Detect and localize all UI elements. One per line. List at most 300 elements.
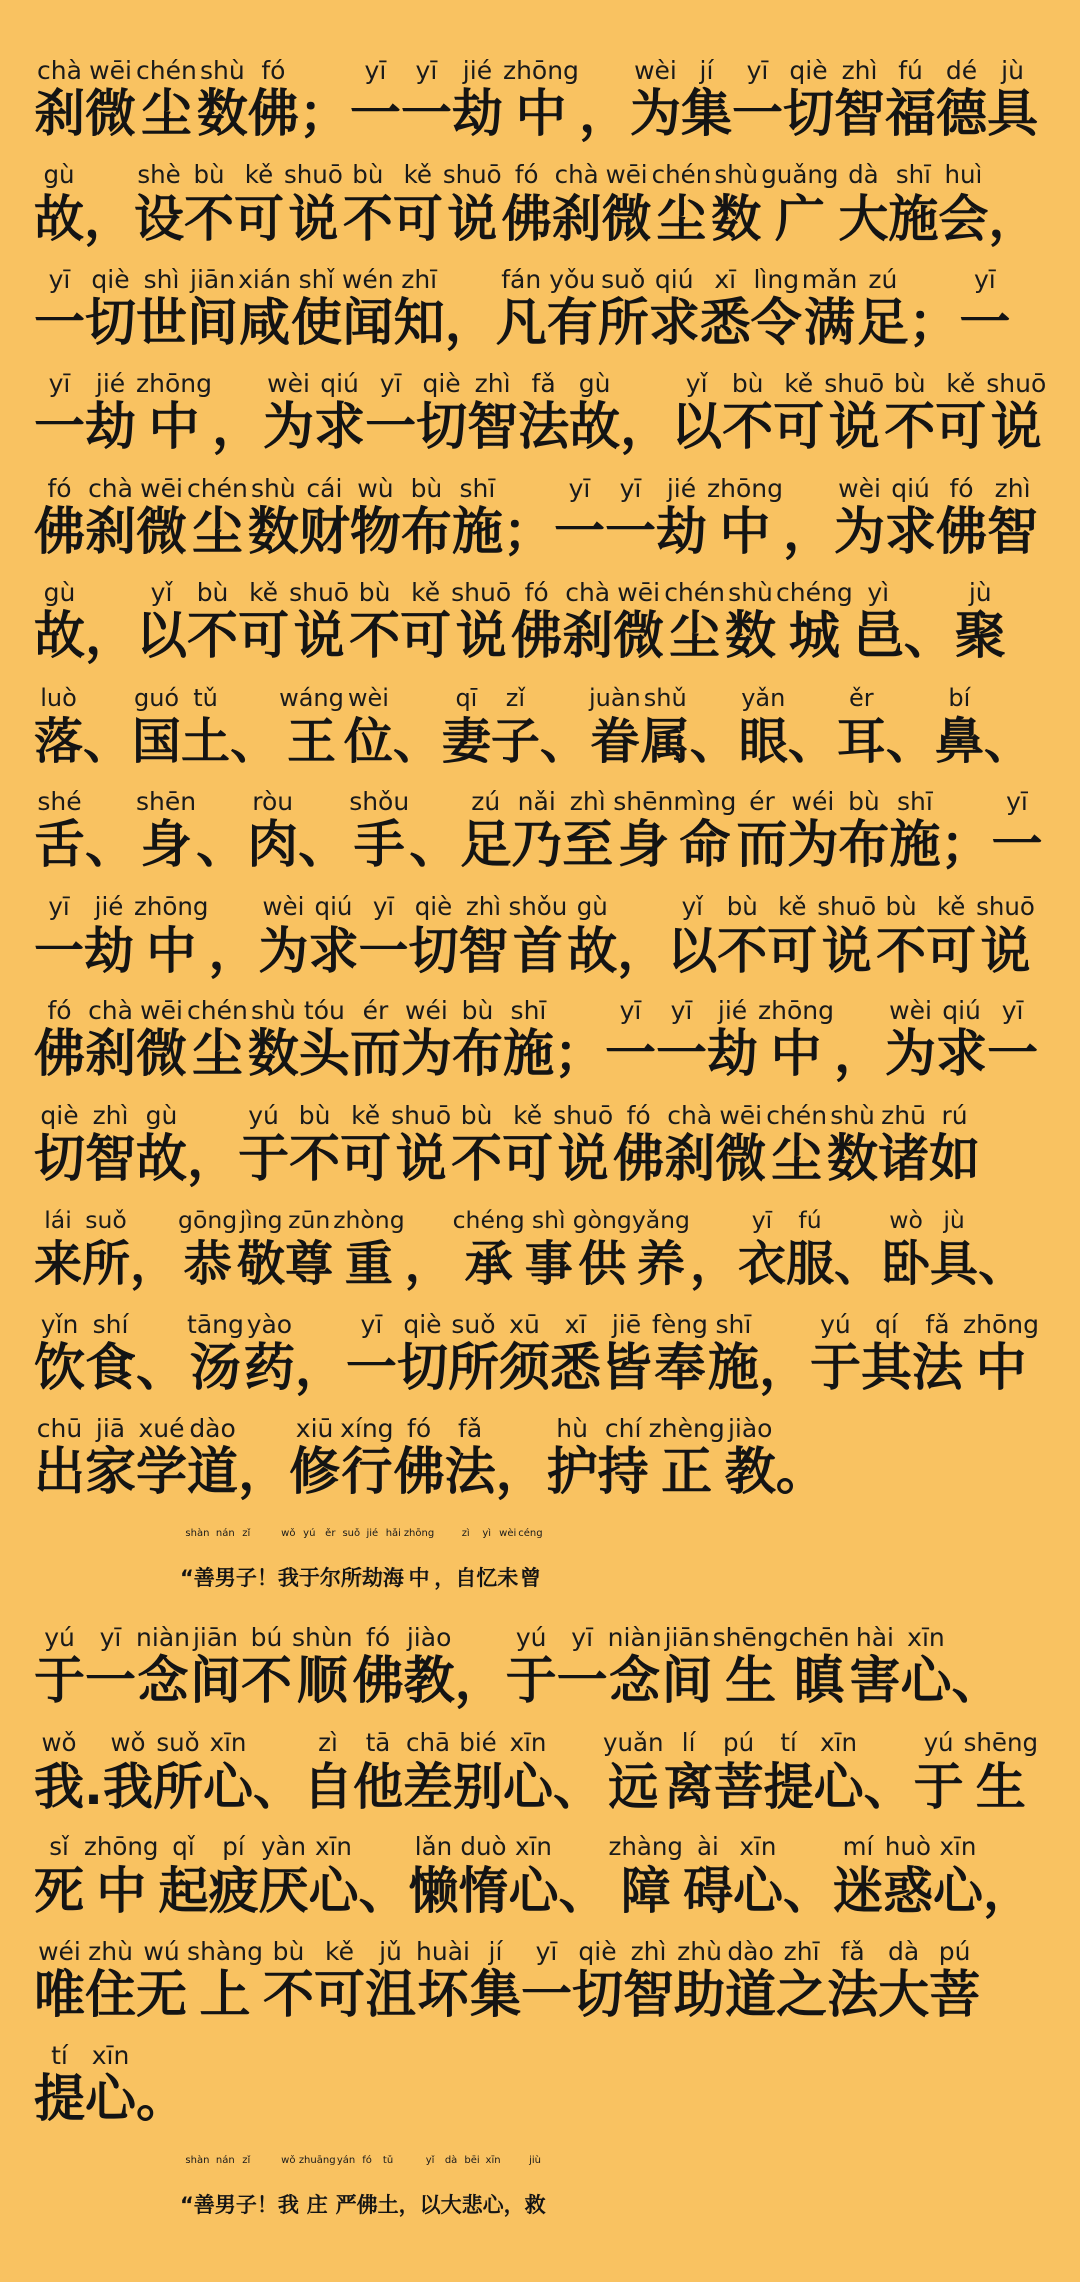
- pinyin: wēi: [140, 996, 183, 1025]
- punctuation: [540, 684, 589, 770]
- pinyin: mǎn: [801, 264, 858, 294]
- hanzi-with-pinyin: [85, 1624, 136, 1710]
- hanzi-with-pinyin: [187, 266, 238, 352]
- hanzi: 而: [349, 1025, 401, 1084]
- pinyin: yǎng: [631, 1206, 690, 1234]
- hanzi: 坏: [417, 1965, 469, 2025]
- pinyin: zhōng: [963, 1309, 1039, 1339]
- hanzi-with-pinyin: [460, 788, 511, 874]
- hanzi: 佛: [247, 84, 299, 144]
- pinyin: chéng: [452, 1206, 525, 1234]
- hanzi: 于: [34, 1652, 86, 1711]
- hanzi-with-pinyin: [827, 1102, 878, 1188]
- pinyin: chū: [36, 1414, 83, 1443]
- hanzi: 一: [556, 1652, 608, 1711]
- pinyin: yú: [303, 1527, 316, 1539]
- pinyin: fú: [798, 1206, 822, 1234]
- pinyin: tāng: [187, 1309, 244, 1339]
- pinyin: mí: [842, 1832, 874, 1861]
- hanzi: 刹: [562, 607, 614, 666]
- hanzi: 起: [158, 1862, 209, 1920]
- pinyin: xī: [564, 1309, 587, 1339]
- pinyin: xīn: [91, 2041, 130, 2070]
- pinyin: [274, 1729, 282, 1757]
- pinyin: jié: [366, 1527, 379, 1539]
- hanzi-with-pinyin: [365, 370, 416, 456]
- hanzi-with-pinyin: [34, 1415, 85, 1501]
- pinyin: bù: [193, 160, 225, 189]
- pinyin: shuō: [451, 578, 512, 607]
- hanzi: 数: [725, 607, 777, 666]
- hanzi: 眷: [590, 712, 640, 770]
- pinyin: jiān: [192, 1623, 239, 1652]
- hanzi-with-pinyin: [496, 266, 547, 352]
- pinyin: yì: [867, 578, 890, 607]
- hanzi: 曾: [519, 1565, 541, 1590]
- pinyin: [854, 1206, 861, 1234]
- pinyin: zhì: [569, 787, 606, 816]
- pinyin: gù: [43, 160, 75, 189]
- hanzi: 佛: [352, 1652, 404, 1711]
- pinyin: xīn: [515, 1832, 552, 1861]
- hanzi-with-pinyin: [136, 1415, 187, 1501]
- hanzi: 、: [863, 1757, 914, 1816]
- hanzi: 会: [938, 190, 989, 248]
- text-line: [34, 1083, 1046, 1188]
- hanzi: 耳: [836, 712, 886, 770]
- hanzi-with-pinyin: [926, 893, 976, 979]
- hanzi: ，: [503, 2192, 525, 2217]
- pinyin: suǒ: [601, 264, 646, 294]
- hanzi: 所: [597, 293, 649, 353]
- hanzi-with-pinyin: [767, 893, 817, 979]
- hanzi-with-pinyin: [34, 788, 85, 874]
- pinyin: qiú: [942, 996, 981, 1025]
- pinyin: chén: [766, 1100, 828, 1130]
- pinyin: suǒ: [451, 1309, 496, 1339]
- hanzi-with-pinyin: [236, 2147, 257, 2233]
- pinyin: kě: [351, 1100, 381, 1130]
- pinyin: zhèng: [648, 1414, 725, 1443]
- hanzi-with-pinyin: [279, 684, 344, 770]
- pinyin: zhī: [401, 264, 438, 294]
- punctuation: [978, 1206, 1026, 1292]
- pinyin: fó: [524, 578, 549, 607]
- hanzi: 数: [247, 502, 299, 562]
- pinyin: kě: [784, 369, 814, 398]
- hanzi: 男: [214, 1565, 236, 1590]
- pinyin: [524, 475, 532, 503]
- hanzi: ；: [940, 816, 992, 875]
- hanzi-with-pinyin: [85, 370, 136, 456]
- hanzi: 佛: [356, 2192, 378, 2217]
- hanzi: 佛: [613, 1129, 665, 1189]
- pinyin: ròu: [252, 787, 294, 816]
- hanzi-with-pinyin: [683, 1833, 733, 1919]
- pinyin: bù: [726, 891, 758, 921]
- pinyin: chà: [37, 55, 82, 85]
- pinyin: chén: [136, 55, 197, 85]
- hanzi-with-pinyin: [470, 1938, 521, 2024]
- hanzi: 一: [987, 1025, 1039, 1084]
- hanzi-with-pinyin: [656, 997, 707, 1083]
- punctuation: [83, 684, 132, 770]
- hanzi: ，: [834, 1025, 886, 1084]
- hanzi: 福: [885, 84, 937, 144]
- pinyin: [266, 1520, 269, 1548]
- hanzi: 、: [85, 816, 137, 875]
- hanzi-with-pinyin: [85, 1102, 136, 1188]
- hanzi: 所: [82, 1236, 131, 1292]
- hanzi: 、: [230, 712, 280, 770]
- hanzi: 不: [876, 921, 927, 980]
- hanzi: 施: [451, 502, 503, 562]
- punctuation: [257, 1520, 278, 1606]
- hanzi-with-pinyin: [85, 997, 136, 1083]
- hanzi-with-pinyin: [291, 266, 342, 352]
- text-line: [34, 1188, 1046, 1293]
- punctuation: [393, 684, 442, 770]
- hanzi-with-pinyin: [85, 266, 136, 352]
- hanzi: 满: [804, 293, 856, 353]
- hanzi: ；: [908, 293, 960, 353]
- hanzi: 疲: [208, 1862, 259, 1920]
- punctuation: [503, 475, 554, 561]
- hanzi-with-pinyin: [521, 1938, 572, 2024]
- hanzi-with-pinyin: [764, 1729, 814, 1815]
- hanzi-with-pinyin: [929, 1102, 980, 1188]
- pinyin: zhì: [841, 55, 878, 85]
- hanzi-with-pinyin: [725, 579, 776, 665]
- pinyin: fǎ: [458, 1414, 483, 1443]
- hanzi-with-pinyin: [885, 57, 936, 143]
- hanzi-with-pinyin: [34, 1102, 85, 1188]
- hanzi: 智: [987, 502, 1039, 562]
- hanzi: 重: [344, 1236, 393, 1292]
- hanzi: 至: [562, 816, 614, 875]
- hanzi-with-pinyin: [853, 579, 904, 665]
- hanzi-with-pinyin: [736, 788, 787, 874]
- hanzi: 子: [235, 2192, 257, 2217]
- hanzi: 正: [661, 1443, 713, 1502]
- pinyin: qiú: [891, 473, 930, 503]
- hanzi: ，: [689, 1236, 738, 1292]
- hanzi: 王: [286, 712, 336, 770]
- hanzi-with-pinyin: [314, 1938, 365, 2024]
- pinyin: sǐ: [49, 1832, 69, 1861]
- hanzi-with-pinyin: [936, 475, 987, 561]
- pinyin: yào: [246, 1309, 293, 1339]
- text-line: [34, 979, 1046, 1084]
- hanzi-with-pinyin: [673, 788, 736, 874]
- hanzi-with-pinyin: [289, 1102, 340, 1188]
- pinyin: wèi: [838, 473, 881, 503]
- hanzi-with-pinyin: [751, 266, 802, 352]
- hanzi: 说: [395, 1129, 447, 1189]
- hanzi: 不: [884, 398, 936, 457]
- hanzi: 佛: [511, 607, 563, 666]
- hanzi: 可: [340, 1129, 392, 1189]
- hanzi-with-pinyin: [776, 579, 853, 665]
- hanzi-with-pinyin: [416, 1938, 470, 2024]
- hanzi: 位: [343, 712, 393, 770]
- pinyin: yī: [1001, 996, 1024, 1025]
- hanzi-with-pinyin: [445, 1415, 496, 1501]
- hanzi: ，: [988, 190, 1039, 248]
- pinyin: shǒu: [349, 787, 410, 816]
- hanzi: ！: [256, 2192, 278, 2217]
- hanzi: 沮: [364, 1965, 416, 2025]
- hanzi: 施: [707, 1338, 759, 1398]
- hanzi-with-pinyin: [391, 1102, 451, 1188]
- pinyin: fó: [407, 1414, 432, 1443]
- punctuation: [759, 1311, 810, 1397]
- hanzi: 他: [353, 1757, 403, 1816]
- hanzi: 财: [298, 502, 350, 562]
- hanzi-with-pinyin: [613, 788, 673, 874]
- hanzi: 知: [393, 293, 445, 353]
- hanzi: 首: [512, 921, 563, 980]
- hanzi: 心: [900, 1652, 952, 1711]
- hanzi: 、: [834, 1236, 883, 1292]
- hanzi: 微: [136, 502, 188, 562]
- hanzi-with-pinyin: [344, 684, 393, 770]
- pinyin: zhī: [783, 1936, 820, 1966]
- pinyin: wèi: [634, 55, 677, 85]
- hanzi: 切: [85, 293, 137, 353]
- hanzi-with-pinyin: [350, 475, 401, 561]
- hanzi-with-pinyin: [308, 893, 358, 979]
- hanzi: 一: [731, 84, 783, 144]
- pinyin: [266, 2147, 269, 2175]
- pinyin: xíng: [340, 1414, 394, 1443]
- pinyin: yǎn: [741, 683, 786, 712]
- pinyin: lái: [44, 1206, 72, 1234]
- pinyin: kě: [249, 578, 279, 607]
- pinyin: ěr: [848, 683, 874, 712]
- pinyin: zhì: [92, 1100, 129, 1130]
- hanzi: 忆: [476, 1565, 498, 1590]
- hanzi: 尊: [285, 1236, 334, 1292]
- hanzi: 瞋: [793, 1652, 845, 1711]
- pinyin: zǐ: [242, 1527, 251, 1539]
- hanzi-with-pinyin: [467, 370, 518, 456]
- hanzi: 鼻: [934, 712, 984, 770]
- hanzi: 乃: [511, 816, 563, 875]
- hanzi-with-pinyin: [938, 161, 988, 247]
- hanzi-with-pinyin: [758, 997, 834, 1083]
- hanzi-with-pinyin: [761, 161, 838, 247]
- hanzi: 为: [834, 502, 886, 562]
- hanzi: 头: [298, 1025, 350, 1084]
- hanzi-with-pinyin: [715, 1102, 766, 1188]
- pinyin: [638, 893, 646, 921]
- hanzi: 令: [750, 293, 802, 353]
- hanzi-with-pinyin: [598, 266, 649, 352]
- hanzi: 之: [776, 1965, 828, 2025]
- pinyin: fó: [47, 473, 72, 503]
- hanzi-with-pinyin: [656, 475, 707, 561]
- pinyin: mìng: [673, 787, 737, 816]
- text-line: [34, 665, 1046, 770]
- punctuation: [788, 684, 837, 770]
- hanzi-with-pinyin: [458, 1833, 508, 1919]
- punctuation: [84, 1729, 103, 1815]
- pinyin: kě: [946, 369, 976, 398]
- hanzi: 可: [935, 398, 987, 457]
- pinyin: pú: [723, 1727, 755, 1757]
- hanzi: 、: [392, 712, 442, 770]
- hanzi: 可: [767, 921, 818, 980]
- hanzi-with-pinyin: [34, 684, 83, 770]
- hanzi-with-pinyin: [187, 475, 248, 561]
- pinyin: céng: [518, 1527, 543, 1539]
- pinyin: shù: [830, 1100, 875, 1130]
- pinyin: chà: [88, 996, 133, 1025]
- hanzi: 城: [788, 607, 840, 666]
- pinyin: xiū: [295, 1414, 334, 1443]
- pinyin: yì: [482, 1527, 492, 1539]
- pinyin: wò: [889, 1206, 923, 1234]
- hanzi: 佛: [34, 502, 86, 562]
- hanzi-with-pinyin: [857, 266, 908, 352]
- hanzi: 为: [629, 84, 681, 144]
- hanzi: 、: [298, 816, 350, 875]
- hanzi-with-pinyin: [292, 1624, 353, 1710]
- pinyin: yī: [48, 264, 71, 294]
- punctuation: [886, 684, 935, 770]
- hanzi-with-pinyin: [248, 57, 299, 143]
- hanzi-with-pinyin: [401, 997, 452, 1083]
- pinyin: bù: [272, 1936, 305, 1966]
- hanzi: 可: [313, 1965, 365, 2025]
- punctuation: [445, 266, 496, 352]
- hanzi: 土: [377, 2192, 399, 2217]
- pinyin: yú: [515, 1623, 547, 1652]
- hanzi: 切: [408, 921, 459, 980]
- hanzi-with-pinyin: [930, 1206, 978, 1292]
- punctuation: [85, 579, 136, 665]
- hanzi-with-pinyin: [85, 1311, 136, 1397]
- pinyin: fó: [514, 160, 539, 189]
- hanzi: 救: [524, 2192, 546, 2217]
- pinyin: xué: [138, 1414, 185, 1443]
- hanzi: 为: [263, 398, 315, 457]
- hanzi-with-pinyin: [455, 1520, 476, 1606]
- pinyin: [512, 2147, 515, 2175]
- pinyin: wǒ: [110, 1727, 146, 1757]
- hanzi: 求: [308, 921, 359, 980]
- hanzi: 、: [983, 712, 1033, 770]
- pinyin: wèi: [347, 683, 389, 712]
- punctuation: [238, 1415, 289, 1501]
- pinyin: hù: [556, 1414, 588, 1443]
- pinyin: fó: [949, 473, 974, 503]
- punctuation: [358, 1833, 408, 1919]
- hanzi: 家: [85, 1443, 137, 1502]
- punctuation: [504, 2147, 525, 2233]
- hanzi-with-pinyin: [442, 684, 491, 770]
- hanzi: 大: [838, 190, 889, 248]
- hanzi: 心: [85, 2070, 137, 2129]
- hanzi-with-pinyin: [289, 1415, 340, 1501]
- hanzi-with-pinyin: [802, 266, 858, 352]
- hanzi-with-pinyin: [299, 475, 350, 561]
- hanzi-with-pinyin: [849, 1624, 900, 1710]
- pinyin: wēi: [605, 160, 648, 189]
- hanzi: 布: [451, 1025, 503, 1084]
- hanzi: 布: [838, 816, 890, 875]
- hanzi-with-pinyin: [404, 1520, 434, 1606]
- hanzi: 世: [136, 293, 188, 353]
- hanzi-with-pinyin: [608, 1833, 682, 1919]
- pinyin: yǐ: [425, 2154, 435, 2166]
- hanzi-with-pinyin: [34, 161, 84, 247]
- pinyin: jí: [699, 55, 714, 85]
- hanzi-with-pinyin: [34, 2042, 85, 2128]
- pinyin: yī: [364, 55, 387, 85]
- hanzi-with-pinyin: [284, 161, 343, 247]
- pinyin: shé: [37, 787, 82, 816]
- hanzi: 刹: [85, 502, 137, 562]
- text-line: [34, 1606, 1046, 1711]
- hanzi: 为: [400, 1025, 452, 1084]
- pinyin: huò: [884, 1832, 931, 1861]
- pinyin: xīn: [315, 1832, 352, 1861]
- hanzi: 佛: [501, 190, 552, 248]
- hanzi: 心: [482, 2192, 504, 2217]
- hanzi: 出: [34, 1443, 86, 1502]
- pinyin: hǎi: [385, 1527, 401, 1539]
- hanzi: 、: [558, 1862, 609, 1920]
- hanzi-with-pinyin: [503, 997, 554, 1083]
- hanzi: 为: [787, 816, 839, 875]
- hanzi-with-pinyin: [453, 1729, 503, 1815]
- hanzi-with-pinyin: [285, 1206, 333, 1292]
- hanzi-with-pinyin: [674, 1938, 725, 2024]
- text-line: [34, 1501, 1046, 1606]
- hanzi: 于: [505, 1652, 557, 1711]
- hanzi-with-pinyin: [234, 161, 284, 247]
- pinyin: xīn: [739, 1832, 777, 1861]
- hanzi-with-pinyin: [987, 997, 1038, 1083]
- pinyin: xīn: [939, 1832, 977, 1861]
- pinyin: zhàng: [608, 1832, 683, 1861]
- hanzi-with-pinyin: [84, 893, 134, 979]
- text-line: [34, 1815, 1046, 1920]
- pinyin: shàn: [185, 2154, 210, 2166]
- hanzi-with-pinyin: [187, 1938, 263, 2024]
- hanzi: 、: [903, 607, 955, 666]
- hanzi-with-pinyin: [732, 57, 783, 143]
- hanzi-with-pinyin: [333, 1206, 404, 1292]
- hanzi: 数: [247, 1025, 299, 1084]
- hanzi: 微: [613, 607, 665, 666]
- punctuation: [558, 1833, 608, 1919]
- hanzi: 尘: [191, 1025, 243, 1084]
- hanzi-with-pinyin: [572, 1938, 623, 2024]
- pinyin: xián: [238, 264, 291, 294]
- hanzi-with-pinyin: [713, 1624, 789, 1710]
- pinyin: fú: [898, 55, 923, 85]
- pinyin: shù: [251, 996, 296, 1025]
- pinyin: huì: [944, 160, 983, 189]
- hanzi: 上: [199, 1965, 251, 2025]
- hanzi: 一: [520, 1965, 572, 2025]
- hanzi-with-pinyin: [452, 475, 503, 561]
- hanzi: 求: [648, 293, 700, 353]
- hanzi-with-pinyin: [350, 57, 401, 143]
